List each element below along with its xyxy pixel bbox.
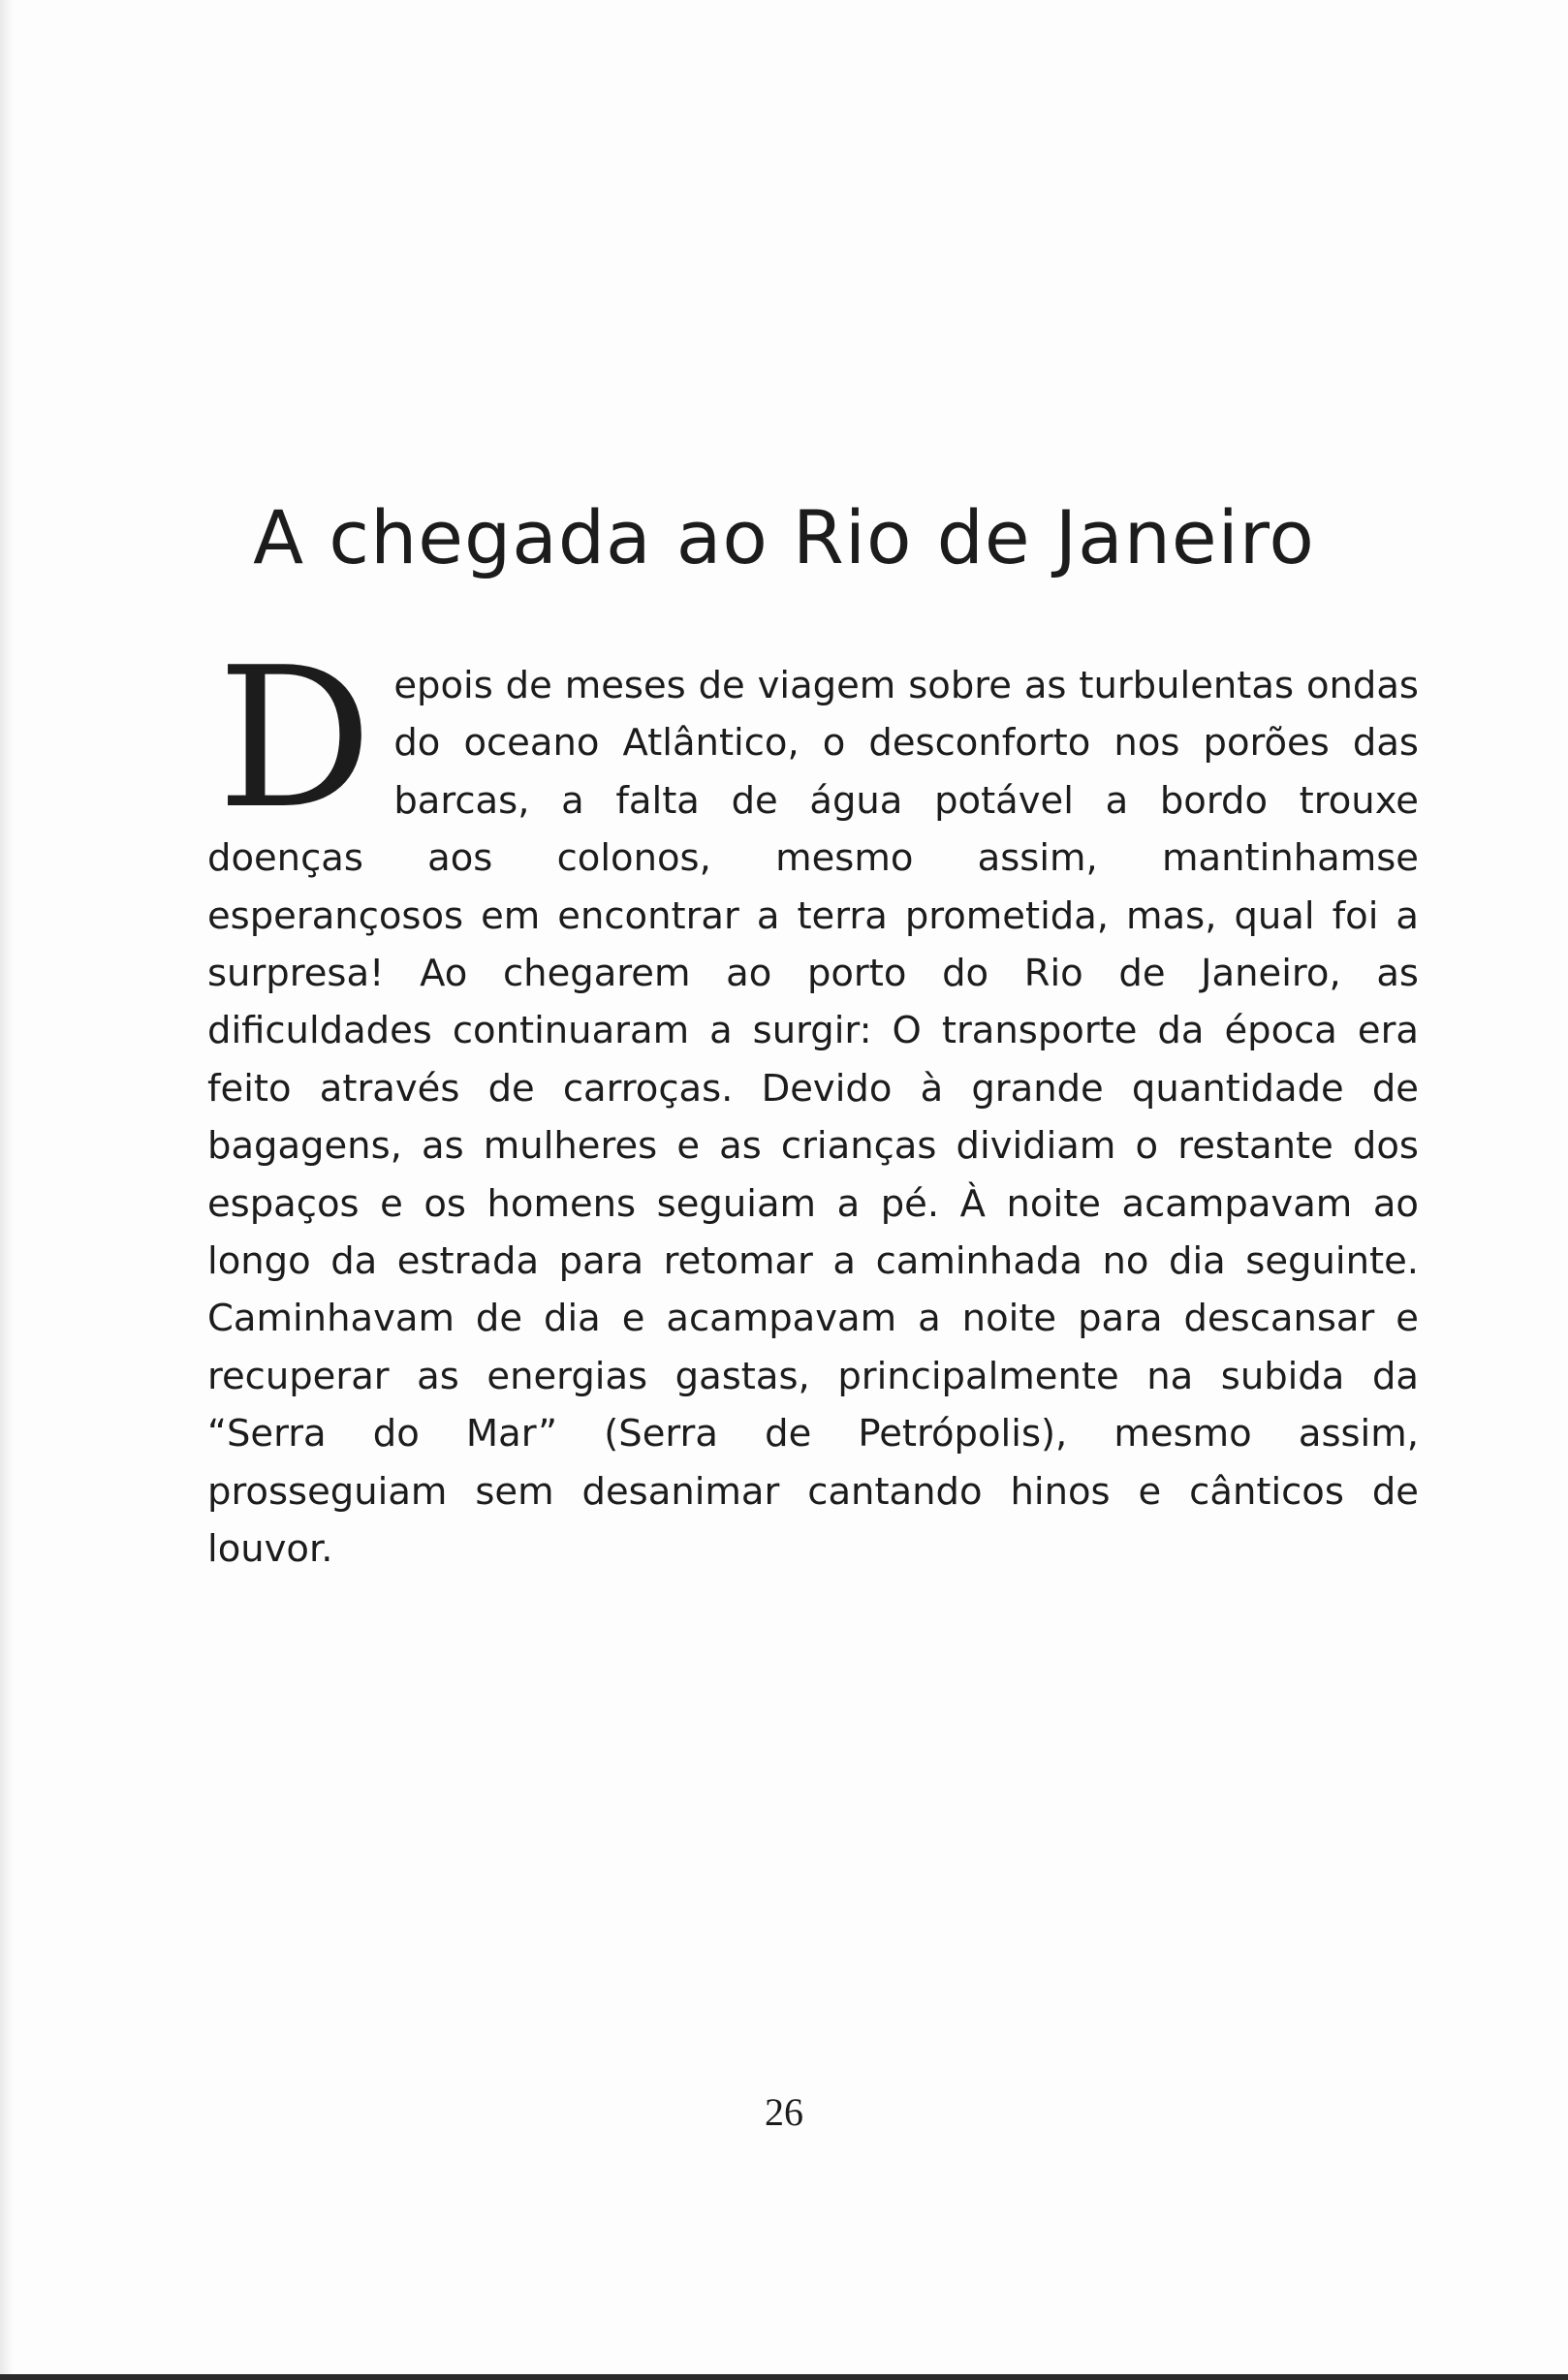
paragraph-text: epois de meses de viagem sobre as turbulentas ondas do oceano Atlântico, o desconforto nos porões das barcas, a falta de água potável a bordo trouxe doenças aos colonos, mesmo assim, mantinhamse esperançosos em encontrar a terra prometida, mas, qual foi a surpresa! Ao chegarem ao porto do Rio de Janeiro, as dificuldades continuaram a surgir: O transporte da época era feito através de carroças. Devido à grande quantidade de bagagens, as mulheres e as crianças dividiam o restante dos espaços e os homens seguiam a pé. À noite acampavam ao longo da estrada para retomar a caminhada no dia seguinte. Caminhavam de dia e acampavam a noite para descansar e recuperar as energias gastas, principalmente na subida da “Serra do Mar” (Serra de Petrópolis), mesmo assim, prosseguiam sem desanimar cantando hinos e cânticos de louvor. <box>207 664 1419 1572</box>
chapter-paragraph <box>207 626 1419 1579</box>
page-number: 26 <box>765 2090 803 2134</box>
page-bottom-border <box>0 2374 1568 2380</box>
drop-cap: D <box>217 626 373 852</box>
chapter-title: A chegada ao Rio de Janeiro <box>253 494 1315 580</box>
page-edge-shadow <box>0 0 14 2380</box>
